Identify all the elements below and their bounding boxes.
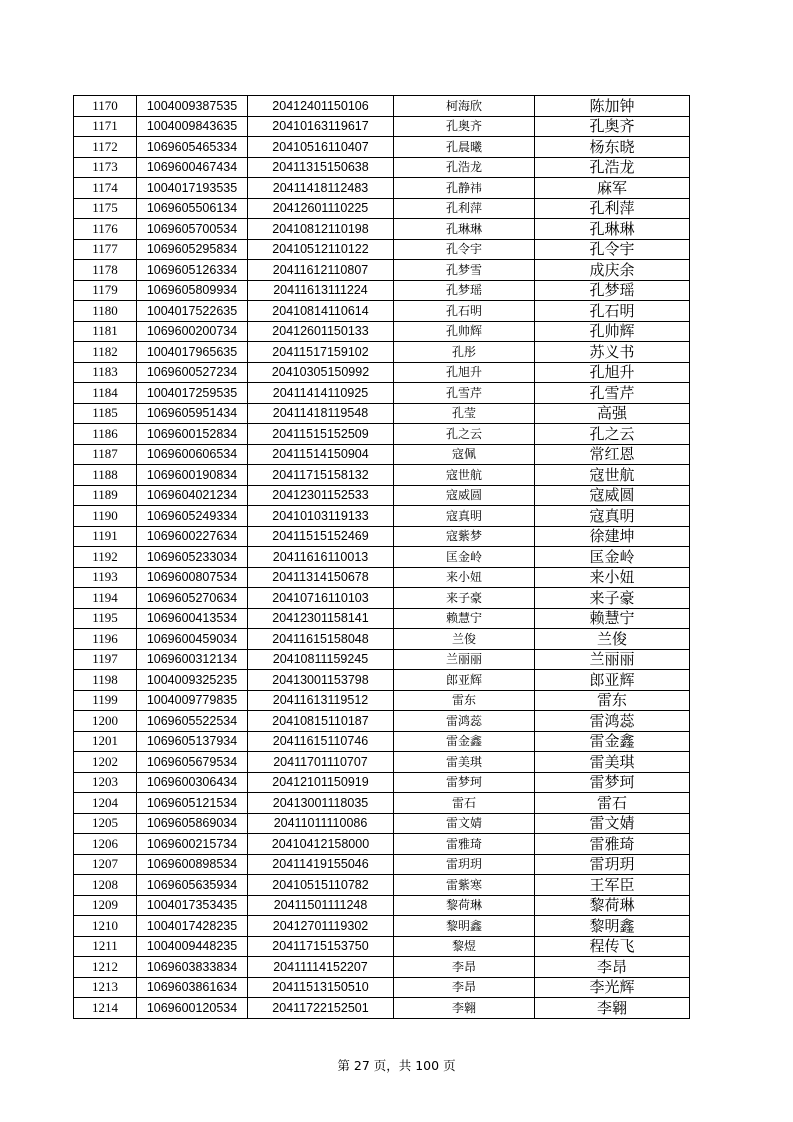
exam-number-cell: 1069600190834 (137, 465, 248, 486)
table-row (74, 444, 690, 465)
matched-name-cell: 孔石明 (535, 301, 690, 322)
row-index-cell: 1192 (74, 547, 137, 568)
matched-name-cell: 成庆余 (535, 260, 690, 281)
registration-number-cell: 20411414110925 (248, 383, 394, 404)
exam-number-cell: 1069605270634 (137, 588, 248, 609)
table-row (74, 793, 690, 814)
exam-number-cell: 1069600527234 (137, 362, 248, 383)
matched-name-cell: 雷石 (535, 793, 690, 814)
name-cell: 孔之云 (394, 424, 535, 445)
exam-number-cell: 1069600312134 (137, 649, 248, 670)
matched-name-cell: 孔利萍 (535, 198, 690, 219)
table-row (74, 116, 690, 137)
row-index-cell: 1213 (74, 977, 137, 998)
name-cell: 寇紫梦 (394, 526, 535, 547)
exam-number-cell: 1069600467434 (137, 157, 248, 178)
name-cell: 雷紫寒 (394, 875, 535, 896)
row-index-cell: 1196 (74, 629, 137, 650)
name-cell: 雷金鑫 (394, 731, 535, 752)
row-index-cell: 1193 (74, 567, 137, 588)
table-row (74, 813, 690, 834)
name-cell: 郎亚辉 (394, 670, 535, 691)
name-cell: 赖慧宁 (394, 608, 535, 629)
matched-name-cell: 李昂 (535, 957, 690, 978)
matched-name-cell: 徐建坤 (535, 526, 690, 547)
registration-number-cell: 20413001153798 (248, 670, 394, 691)
name-cell: 黎明鑫 (394, 916, 535, 937)
table-row (74, 895, 690, 916)
table-row (74, 957, 690, 978)
exam-number-cell: 1069605869034 (137, 813, 248, 834)
table-row (74, 157, 690, 178)
registration-number-cell: 20412401150106 (248, 96, 394, 117)
name-cell: 李翱 (394, 998, 535, 1019)
table-row (74, 424, 690, 445)
registration-number-cell: 20411613111224 (248, 280, 394, 301)
matched-name-cell: 程传飞 (535, 936, 690, 957)
exam-number-cell: 1069600152834 (137, 424, 248, 445)
row-index-cell: 1178 (74, 260, 137, 281)
registration-number-cell: 20411613119512 (248, 690, 394, 711)
row-index-cell: 1172 (74, 137, 137, 158)
exam-number-cell: 1069600898534 (137, 854, 248, 875)
matched-name-cell: 雷文婧 (535, 813, 690, 834)
row-index-cell: 1214 (74, 998, 137, 1019)
table-row (74, 219, 690, 240)
matched-name-cell: 孔奥齐 (535, 116, 690, 137)
registration-number-cell: 20411515152469 (248, 526, 394, 547)
row-index-cell: 1179 (74, 280, 137, 301)
registration-number-cell: 20410811159245 (248, 649, 394, 670)
name-cell: 孔帅辉 (394, 321, 535, 342)
name-cell: 孔石明 (394, 301, 535, 322)
row-index-cell: 1171 (74, 116, 137, 137)
name-cell: 孔莹 (394, 403, 535, 424)
row-index-cell: 1181 (74, 321, 137, 342)
matched-name-cell: 雷梦珂 (535, 772, 690, 793)
row-index-cell: 1173 (74, 157, 137, 178)
registration-number-cell: 20411517159102 (248, 342, 394, 363)
row-index-cell: 1202 (74, 752, 137, 773)
name-cell: 孔晨曦 (394, 137, 535, 158)
row-index-cell: 1176 (74, 219, 137, 240)
name-cell: 雷玥玥 (394, 854, 535, 875)
exam-number-cell: 1069603833834 (137, 957, 248, 978)
row-index-cell: 1180 (74, 301, 137, 322)
row-index-cell: 1185 (74, 403, 137, 424)
exam-number-cell: 1069605506134 (137, 198, 248, 219)
exam-number-cell: 1069600606534 (137, 444, 248, 465)
registration-number-cell: 20411722152501 (248, 998, 394, 1019)
table-row (74, 506, 690, 527)
row-index-cell: 1188 (74, 465, 137, 486)
matched-name-cell: 雷金鑫 (535, 731, 690, 752)
table-row (74, 608, 690, 629)
name-cell: 黎荷琳 (394, 895, 535, 916)
exam-number-cell: 1004017353435 (137, 895, 248, 916)
name-cell: 雷文婧 (394, 813, 535, 834)
table-row (74, 916, 690, 937)
matched-name-cell: 兰俊 (535, 629, 690, 650)
table-row (74, 301, 690, 322)
registration-number-cell: 20411612110807 (248, 260, 394, 281)
registration-number-cell: 20411501111248 (248, 895, 394, 916)
registration-number-cell: 20410103119133 (248, 506, 394, 527)
exam-number-cell: 1069605679534 (137, 752, 248, 773)
registration-number-cell: 20412601110225 (248, 198, 394, 219)
table-row (74, 977, 690, 998)
table-row (74, 260, 690, 281)
table-row (74, 96, 690, 117)
exam-number-cell: 1069605233034 (137, 547, 248, 568)
registration-number-cell: 20412701119302 (248, 916, 394, 937)
page-number-footer: 第 27 页，共 100 页 (337, 1058, 456, 1073)
matched-name-cell: 杨东晓 (535, 137, 690, 158)
name-cell: 雷雅琦 (394, 834, 535, 855)
name-cell: 李昂 (394, 957, 535, 978)
matched-name-cell: 孔琳琳 (535, 219, 690, 240)
exam-number-cell: 1004017522635 (137, 301, 248, 322)
exam-number-cell: 1069600120534 (137, 998, 248, 1019)
registration-number-cell: 20413001118035 (248, 793, 394, 814)
exam-number-cell: 1069600215734 (137, 834, 248, 855)
table-row (74, 178, 690, 199)
matched-name-cell: 匡金岭 (535, 547, 690, 568)
matched-name-cell: 兰丽丽 (535, 649, 690, 670)
matched-name-cell: 雷东 (535, 690, 690, 711)
table-row (74, 772, 690, 793)
matched-name-cell: 孔雪芹 (535, 383, 690, 404)
name-cell: 寇真明 (394, 506, 535, 527)
registration-number-cell: 20410412158000 (248, 834, 394, 855)
exam-number-cell: 1004009843635 (137, 116, 248, 137)
exam-number-cell: 1069600459034 (137, 629, 248, 650)
registration-number-cell: 20411419155046 (248, 854, 394, 875)
exam-number-cell: 1004009325235 (137, 670, 248, 691)
matched-name-cell: 孔帅辉 (535, 321, 690, 342)
exam-number-cell: 1069605465334 (137, 137, 248, 158)
registration-number-cell: 20412601150133 (248, 321, 394, 342)
row-index-cell: 1205 (74, 813, 137, 834)
name-cell: 雷梦珂 (394, 772, 535, 793)
registration-number-cell: 20411615110746 (248, 731, 394, 752)
table-row (74, 649, 690, 670)
matched-name-cell: 王军臣 (535, 875, 690, 896)
row-index-cell: 1203 (74, 772, 137, 793)
row-index-cell: 1175 (74, 198, 137, 219)
row-index-cell: 1200 (74, 711, 137, 732)
table-row (74, 485, 690, 506)
name-cell: 孔旭升 (394, 362, 535, 383)
matched-name-cell: 雷雅琦 (535, 834, 690, 855)
table-row (74, 342, 690, 363)
registration-number-cell: 20410516110407 (248, 137, 394, 158)
row-index-cell: 1177 (74, 239, 137, 260)
registration-number-cell: 20411418112483 (248, 178, 394, 199)
name-cell: 来子豪 (394, 588, 535, 609)
name-cell: 孔静祎 (394, 178, 535, 199)
row-index-cell: 1187 (74, 444, 137, 465)
row-index-cell: 1183 (74, 362, 137, 383)
exam-number-cell: 1069600227634 (137, 526, 248, 547)
registration-number-cell: 20411514150904 (248, 444, 394, 465)
registration-number-cell: 20410814110614 (248, 301, 394, 322)
registration-number-cell: 20410512110122 (248, 239, 394, 260)
exam-number-cell: 1004017259535 (137, 383, 248, 404)
table-row (74, 567, 690, 588)
exam-number-cell: 1069605635934 (137, 875, 248, 896)
row-index-cell: 1189 (74, 485, 137, 506)
exam-number-cell: 1069600306434 (137, 772, 248, 793)
exam-number-cell: 1004009779835 (137, 690, 248, 711)
matched-name-cell: 孔浩龙 (535, 157, 690, 178)
table-row (74, 403, 690, 424)
name-cell: 兰俊 (394, 629, 535, 650)
matched-name-cell: 常红恩 (535, 444, 690, 465)
row-index-cell: 1174 (74, 178, 137, 199)
matched-name-cell: 孔之云 (535, 424, 690, 445)
registration-number-cell: 20411011110086 (248, 813, 394, 834)
row-index-cell: 1194 (74, 588, 137, 609)
matched-name-cell: 来子豪 (535, 588, 690, 609)
registration-number-cell: 20412301158141 (248, 608, 394, 629)
registration-number-cell: 20411616110013 (248, 547, 394, 568)
table-row (74, 834, 690, 855)
matched-name-cell: 李翱 (535, 998, 690, 1019)
row-index-cell: 1170 (74, 96, 137, 117)
registration-number-cell: 20410515110782 (248, 875, 394, 896)
row-index-cell: 1201 (74, 731, 137, 752)
table-row (74, 711, 690, 732)
matched-name-cell: 寇世航 (535, 465, 690, 486)
exam-number-cell: 1004017965635 (137, 342, 248, 363)
matched-name-cell: 寇威圆 (535, 485, 690, 506)
exam-number-cell: 1069605121534 (137, 793, 248, 814)
name-cell: 雷东 (394, 690, 535, 711)
candidate-table (73, 95, 690, 1019)
exam-number-cell: 1069605522534 (137, 711, 248, 732)
exam-number-cell: 1069605137934 (137, 731, 248, 752)
matched-name-cell: 黎荷琳 (535, 895, 690, 916)
name-cell: 孔利萍 (394, 198, 535, 219)
name-cell: 黎煜 (394, 936, 535, 957)
table-row (74, 854, 690, 875)
exam-number-cell: 1069605809934 (137, 280, 248, 301)
registration-number-cell: 20411513150510 (248, 977, 394, 998)
table-row (74, 362, 690, 383)
table-row (74, 690, 690, 711)
table-row (74, 588, 690, 609)
table-row (74, 280, 690, 301)
name-cell: 雷鸿蕊 (394, 711, 535, 732)
registration-number-cell: 20410305150992 (248, 362, 394, 383)
matched-name-cell: 陈加钟 (535, 96, 690, 117)
table-row (74, 547, 690, 568)
matched-name-cell: 孔旭升 (535, 362, 690, 383)
exam-number-cell: 1069605295834 (137, 239, 248, 260)
matched-name-cell: 雷鸿蕊 (535, 711, 690, 732)
table-row (74, 752, 690, 773)
candidate-table-body (74, 96, 690, 1019)
row-index-cell: 1190 (74, 506, 137, 527)
row-index-cell: 1204 (74, 793, 137, 814)
table-row (74, 526, 690, 547)
registration-number-cell: 20412101150919 (248, 772, 394, 793)
name-cell: 李昂 (394, 977, 535, 998)
exam-number-cell: 1069600807534 (137, 567, 248, 588)
table-row (74, 198, 690, 219)
name-cell: 孔琳琳 (394, 219, 535, 240)
row-index-cell: 1195 (74, 608, 137, 629)
matched-name-cell: 黎明鑫 (535, 916, 690, 937)
row-index-cell: 1199 (74, 690, 137, 711)
name-cell: 雷美琪 (394, 752, 535, 773)
name-cell: 孔雪芹 (394, 383, 535, 404)
matched-name-cell: 孔梦瑶 (535, 280, 690, 301)
name-cell: 孔浩龙 (394, 157, 535, 178)
table-row (74, 321, 690, 342)
name-cell: 雷石 (394, 793, 535, 814)
row-index-cell: 1209 (74, 895, 137, 916)
matched-name-cell: 赖慧宁 (535, 608, 690, 629)
exam-number-cell: 1069600200734 (137, 321, 248, 342)
table-row (74, 731, 690, 752)
registration-number-cell: 20410815110187 (248, 711, 394, 732)
registration-number-cell: 20411315150638 (248, 157, 394, 178)
registration-number-cell: 20410716110103 (248, 588, 394, 609)
name-cell: 寇威圆 (394, 485, 535, 506)
name-cell: 孔梦瑶 (394, 280, 535, 301)
table-row (74, 383, 690, 404)
matched-name-cell: 孔令宇 (535, 239, 690, 260)
registration-number-cell: 20411114152207 (248, 957, 394, 978)
matched-name-cell: 李光辉 (535, 977, 690, 998)
row-index-cell: 1184 (74, 383, 137, 404)
matched-name-cell: 郎亚辉 (535, 670, 690, 691)
table-row (74, 670, 690, 691)
registration-number-cell: 20410163119617 (248, 116, 394, 137)
name-cell: 匡金岭 (394, 547, 535, 568)
row-index-cell: 1206 (74, 834, 137, 855)
row-index-cell: 1207 (74, 854, 137, 875)
matched-name-cell: 高强 (535, 403, 690, 424)
name-cell: 孔令宇 (394, 239, 535, 260)
matched-name-cell: 寇真明 (535, 506, 690, 527)
exam-number-cell: 1069605126334 (137, 260, 248, 281)
exam-number-cell: 1069605249334 (137, 506, 248, 527)
table-row (74, 936, 690, 957)
exam-number-cell: 1004017193535 (137, 178, 248, 199)
table-row (74, 629, 690, 650)
exam-number-cell: 1004009448235 (137, 936, 248, 957)
name-cell: 兰丽丽 (394, 649, 535, 670)
row-index-cell: 1212 (74, 957, 137, 978)
registration-number-cell: 20411314150678 (248, 567, 394, 588)
row-index-cell: 1211 (74, 936, 137, 957)
row-index-cell: 1186 (74, 424, 137, 445)
row-index-cell: 1208 (74, 875, 137, 896)
row-index-cell: 1210 (74, 916, 137, 937)
matched-name-cell: 麻军 (535, 178, 690, 199)
name-cell: 孔彤 (394, 342, 535, 363)
table-row (74, 998, 690, 1019)
exam-number-cell: 1069604021234 (137, 485, 248, 506)
table-row (74, 875, 690, 896)
exam-number-cell: 1069600413534 (137, 608, 248, 629)
name-cell: 来小妞 (394, 567, 535, 588)
table-row (74, 465, 690, 486)
row-index-cell: 1191 (74, 526, 137, 547)
matched-name-cell: 来小妞 (535, 567, 690, 588)
registration-number-cell: 20411515152509 (248, 424, 394, 445)
name-cell: 寇世航 (394, 465, 535, 486)
exam-number-cell: 1069605700534 (137, 219, 248, 240)
exam-number-cell: 1069603861634 (137, 977, 248, 998)
exam-number-cell: 1069605951434 (137, 403, 248, 424)
exam-number-cell: 1004009387535 (137, 96, 248, 117)
registration-number-cell: 20412301152533 (248, 485, 394, 506)
registration-number-cell: 20411615158048 (248, 629, 394, 650)
matched-name-cell: 苏义书 (535, 342, 690, 363)
exam-number-cell: 1004017428235 (137, 916, 248, 937)
registration-number-cell: 20410812110198 (248, 219, 394, 240)
registration-number-cell: 20411715153750 (248, 936, 394, 957)
table-row (74, 137, 690, 158)
row-index-cell: 1198 (74, 670, 137, 691)
row-index-cell: 1182 (74, 342, 137, 363)
matched-name-cell: 雷美琪 (535, 752, 690, 773)
name-cell: 柯海欣 (394, 96, 535, 117)
name-cell: 孔梦雪 (394, 260, 535, 281)
registration-number-cell: 20411701110707 (248, 752, 394, 773)
registration-number-cell: 20411418119548 (248, 403, 394, 424)
registration-number-cell: 20411715158132 (248, 465, 394, 486)
matched-name-cell: 雷玥玥 (535, 854, 690, 875)
table-row (74, 239, 690, 260)
name-cell: 寇佩 (394, 444, 535, 465)
row-index-cell: 1197 (74, 649, 137, 670)
name-cell: 孔奥齐 (394, 116, 535, 137)
